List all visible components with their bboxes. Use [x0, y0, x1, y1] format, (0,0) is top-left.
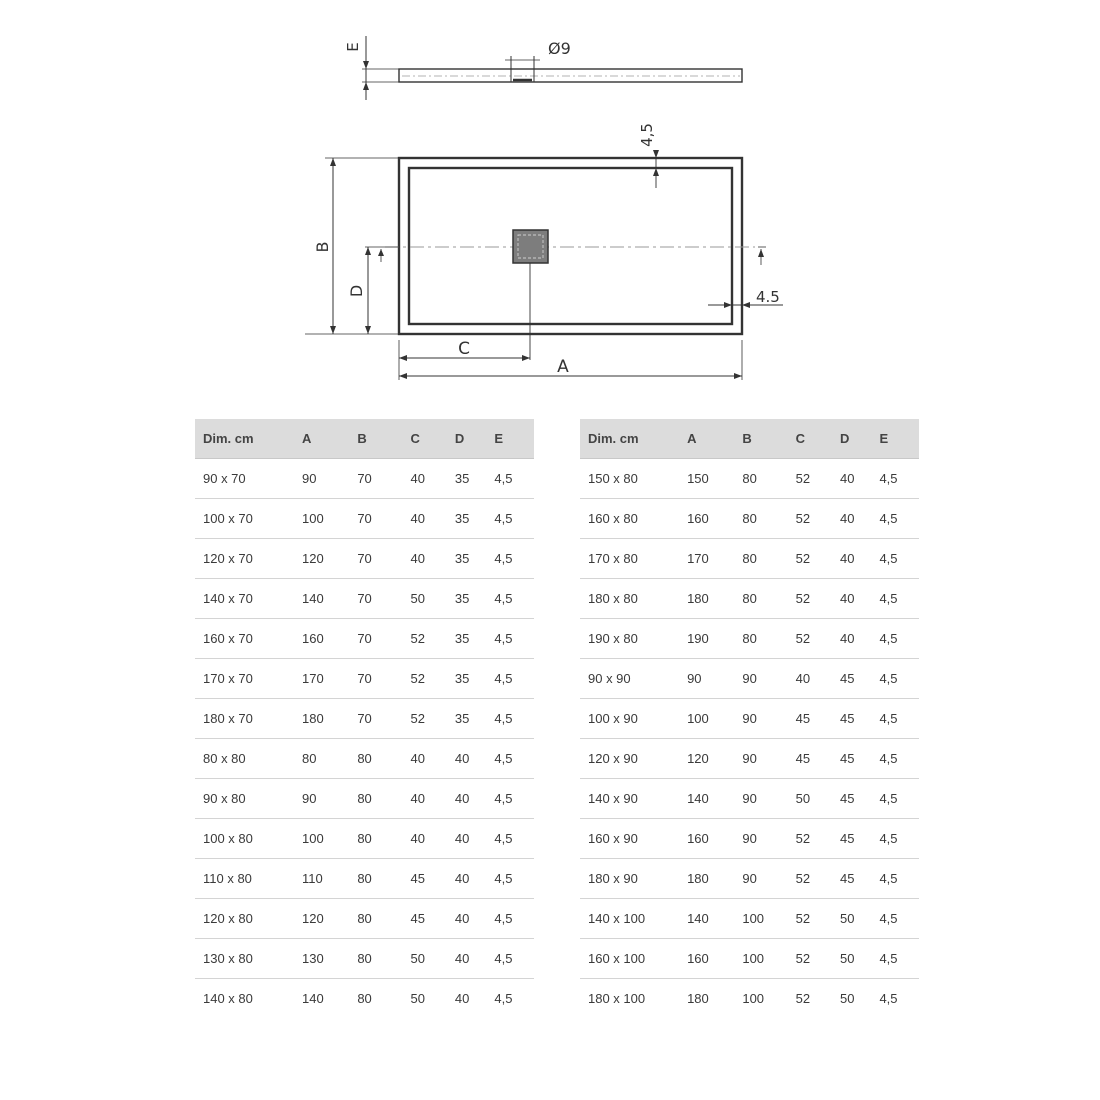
table-cell: 40 [840, 579, 879, 619]
table-cell: 52 [796, 619, 840, 659]
table-cell: 120 [302, 539, 357, 579]
table-cell: 50 [411, 939, 455, 979]
table-cell: 45 [840, 819, 879, 859]
table-cell: 40 [454, 991, 470, 1006]
table-cell: 90 [742, 739, 795, 779]
table-cell: 52 [796, 499, 840, 539]
table-cell: 40 [455, 859, 494, 899]
table-cell: 100 [302, 819, 357, 859]
table-cell: 45 [840, 699, 879, 739]
table-cell: 80 [357, 739, 410, 779]
table-cell: 50 [410, 991, 425, 1006]
table-cell: 80 [302, 739, 357, 779]
table-cell: 90 [742, 699, 795, 739]
label-a: A [557, 357, 569, 377]
table-cell: 140 [302, 991, 324, 1006]
table-cell: 160 x 80 [580, 499, 687, 539]
label-d: D [347, 284, 366, 298]
table-cell: 45 [411, 899, 455, 939]
table-cell: 80 [357, 991, 372, 1006]
tray-outer-edge [399, 158, 742, 334]
table-cell: 80 [742, 539, 795, 579]
table-cell: 190 [687, 619, 742, 659]
table-cell: 52 [796, 539, 840, 579]
table-cell: 35 [455, 579, 494, 619]
table-cell: 170 [302, 659, 357, 699]
table-cell: 160 x 100 [580, 939, 687, 979]
table-cell: 70 [357, 579, 410, 619]
table-cell: 100 x 80 [195, 819, 302, 859]
table-cell: 100 x 70 [195, 499, 302, 539]
column-header: E [494, 419, 534, 459]
table-row [580, 979, 919, 1019]
table-row [580, 939, 919, 979]
tray-side-profile [399, 69, 742, 82]
table-cell: 4,5 [494, 819, 534, 859]
label-e: E [344, 42, 362, 52]
table-cell: 4,5 [494, 739, 534, 779]
table-cell: 80 [357, 819, 410, 859]
table-cell: 4,5 [879, 579, 919, 619]
table-cell: 52 [796, 459, 840, 499]
table-cell: 4,5 [879, 699, 919, 739]
table-cell: 130 x 80 [195, 939, 302, 979]
table-cell: 35 [455, 459, 494, 499]
column-header: Dim. cm [580, 419, 687, 459]
dimensions-table-right [580, 419, 919, 1018]
table-cell: 52 [796, 579, 840, 619]
table-row [580, 739, 919, 779]
table-cell: 4,5 [494, 991, 513, 1006]
table-row [580, 499, 919, 539]
table-cell: 40 [411, 819, 455, 859]
table-cell: 40 [455, 739, 494, 779]
top-plan-view [305, 150, 783, 380]
column-header: B [357, 419, 410, 459]
table-cell: 4,5 [494, 779, 534, 819]
label-c: C [458, 339, 470, 359]
table-cell: 50 [796, 779, 840, 819]
table-cell: 45 [840, 779, 879, 819]
table-cell: 70 [357, 619, 410, 659]
table-row [195, 899, 534, 939]
column-header: B [742, 419, 795, 459]
table-cell: 40 [411, 539, 455, 579]
table-cell: 4,5 [879, 939, 919, 979]
table-row [195, 859, 534, 899]
table-row [195, 979, 534, 1019]
column-header: A [687, 419, 742, 459]
table-row [195, 499, 534, 539]
table-cell: 170 x 70 [195, 659, 302, 699]
table-cell: 70 [357, 459, 410, 499]
table-cell: 40 [796, 659, 840, 699]
table-cell: 70 [357, 699, 410, 739]
table-cell: 40 [411, 459, 455, 499]
table-cell: 170 x 80 [580, 539, 687, 579]
table-row [580, 579, 919, 619]
table-cell: 4,5 [879, 459, 919, 499]
label-top-margin: 4,5 [638, 123, 656, 147]
table-cell: 40 [840, 539, 879, 579]
table-cell: 110 [302, 859, 357, 899]
table-row [195, 659, 534, 699]
table-cell: 4,5 [879, 739, 919, 779]
table-row [195, 459, 534, 499]
table-row [580, 899, 919, 939]
table-cell: 40 [411, 739, 455, 779]
table-row [580, 699, 919, 739]
table-row [580, 659, 919, 699]
table-cell: 4,5 [494, 539, 534, 579]
table-row [580, 859, 919, 899]
table-row [195, 699, 534, 739]
table-cell: 180 [687, 991, 709, 1006]
column-header: C [411, 419, 455, 459]
table-cell: 4,5 [879, 819, 919, 859]
label-b: B [313, 241, 332, 253]
table-cell: 80 x 80 [195, 739, 302, 779]
table-cell: 40 [455, 899, 494, 939]
table-cell: 40 [455, 779, 494, 819]
table-cell: 180 x 90 [580, 859, 687, 899]
table-cell: 45 [796, 699, 840, 739]
shower-tray-technical-drawing [0, 0, 1100, 400]
table-cell: 40 [411, 499, 455, 539]
table-cell: 52 [796, 859, 840, 899]
table-row [580, 459, 919, 499]
table-header-row [580, 419, 919, 459]
table-cell: 70 [357, 499, 410, 539]
table-cell: 180 x 100 [588, 991, 646, 1006]
table-cell: 4,5 [879, 619, 919, 659]
table-cell: 100 [742, 939, 795, 979]
table-cell: 100 [742, 991, 765, 1006]
column-header: E [879, 419, 919, 459]
table-cell: 100 x 90 [580, 699, 687, 739]
table-cell: 4,5 [879, 991, 898, 1006]
table-row [580, 619, 919, 659]
column-header: A [302, 419, 357, 459]
table-cell: 90 [687, 659, 742, 699]
table-cell: 170 [687, 539, 742, 579]
table-cell: 52 [796, 939, 840, 979]
column-header: Dim. cm [195, 419, 302, 459]
table-row [195, 539, 534, 579]
table-cell: 52 [411, 699, 455, 739]
table-cell: 4,5 [879, 899, 919, 939]
table-cell: 4,5 [494, 459, 534, 499]
table-cell: 80 [742, 459, 795, 499]
table-cell: 4,5 [879, 539, 919, 579]
table-cell: 160 x 90 [580, 819, 687, 859]
table-cell: 70 [357, 659, 410, 699]
table-cell: 90 [742, 659, 795, 699]
table-cell: 120 [687, 739, 742, 779]
table-cell: 190 x 80 [580, 619, 687, 659]
table-cell: 150 x 80 [580, 459, 687, 499]
table-cell: 140 x 100 [580, 899, 687, 939]
table-cell: 45 [840, 659, 879, 699]
table-cell: 52 [796, 819, 840, 859]
table-cell: 90 [742, 779, 795, 819]
table-cell: 4,5 [879, 779, 919, 819]
table-cell: 120 x 80 [195, 899, 302, 939]
table-cell: 80 [357, 779, 410, 819]
table-cell: 40 [840, 459, 879, 499]
table-cell: 40 [411, 779, 455, 819]
table-cell: 45 [840, 859, 879, 899]
table-cell: 90 x 90 [580, 659, 687, 699]
table-cell: 160 [687, 939, 742, 979]
table-cell: 4,5 [494, 579, 534, 619]
table-row [580, 779, 919, 819]
table-cell: 100 [687, 699, 742, 739]
table-cell: 52 [795, 991, 811, 1006]
table-cell: 140 [687, 779, 742, 819]
table-cell: 160 [687, 499, 742, 539]
table-cell: 90 x 70 [195, 459, 302, 499]
table-cell: 40 [840, 499, 879, 539]
table-cell: 35 [455, 539, 494, 579]
table-cell: 45 [840, 739, 879, 779]
table-cell: 100 [302, 499, 357, 539]
table-cell: 45 [411, 859, 455, 899]
column-header: D [455, 419, 494, 459]
table-cell: 4,5 [494, 859, 534, 899]
table-cell: 180 [302, 699, 357, 739]
table-cell: 50 [840, 939, 879, 979]
table-cell: 150 [687, 459, 742, 499]
tray-inner-edge [409, 168, 732, 324]
table-cell: 4,5 [494, 619, 534, 659]
table-cell: 120 x 90 [580, 739, 687, 779]
table-cell: 90 [742, 819, 795, 859]
table-cell: 180 x 80 [580, 579, 687, 619]
table-cell: 4,5 [879, 859, 919, 899]
table-cell: 80 [742, 499, 795, 539]
table-cell: 90 x 80 [195, 779, 302, 819]
table-cell: 35 [455, 619, 494, 659]
table-cell: 80 [357, 899, 410, 939]
table-cell: 140 x 70 [195, 579, 302, 619]
table-cell: 40 [455, 939, 494, 979]
table-cell: 40 [455, 819, 494, 859]
label-side-margin: 4.5 [756, 288, 780, 306]
table-cell: 52 [411, 659, 455, 699]
table-cell: 130 [302, 939, 357, 979]
table-cell: 4,5 [494, 499, 534, 539]
table-cell: 35 [455, 499, 494, 539]
label-diameter: Ø9 [548, 39, 571, 58]
table-header-row [195, 419, 534, 459]
table-cell: 4,5 [879, 499, 919, 539]
table-cell: 52 [796, 899, 840, 939]
table-cell: 4,5 [879, 659, 919, 699]
dimensions-table-left [195, 419, 534, 1018]
table-cell: 4,5 [494, 699, 534, 739]
table-cell: 140 x 90 [580, 779, 687, 819]
table-cell: 120 x 70 [195, 539, 302, 579]
table-cell: 4,5 [494, 659, 534, 699]
table-row [195, 819, 534, 859]
table-cell: 140 [302, 579, 357, 619]
table-cell: 80 [742, 579, 795, 619]
table-cell: 50 [411, 579, 455, 619]
table-cell: 160 x 70 [195, 619, 302, 659]
table-row [580, 539, 919, 579]
table-row [195, 579, 534, 619]
column-header: D [840, 419, 879, 459]
table-cell: 45 [796, 739, 840, 779]
table-cell: 70 [357, 539, 410, 579]
table-row [195, 739, 534, 779]
table-cell: 4,5 [494, 899, 534, 939]
table-cell: 35 [455, 659, 494, 699]
table-cell: 35 [455, 699, 494, 739]
table-cell: 140 x 80 [203, 991, 253, 1006]
table-cell: 80 [357, 859, 410, 899]
table-cell: 120 [302, 899, 357, 939]
table-cell: 40 [840, 619, 879, 659]
table-cell: 100 [742, 899, 795, 939]
table-cell: 110 x 80 [195, 859, 302, 899]
table-row [195, 939, 534, 979]
table-cell: 180 [687, 859, 742, 899]
table-cell: 80 [357, 939, 410, 979]
table-cell: 52 [411, 619, 455, 659]
table-cell: 50 [839, 991, 855, 1006]
table-row [195, 779, 534, 819]
column-header: C [796, 419, 840, 459]
table-cell: 160 [302, 619, 357, 659]
table-cell: 180 [687, 579, 742, 619]
table-cell: 80 [742, 619, 795, 659]
table-cell: 90 [302, 459, 357, 499]
table-cell: 90 [742, 859, 795, 899]
table-row [580, 819, 919, 859]
table-cell: 90 [302, 779, 357, 819]
table-cell: 4,5 [494, 939, 534, 979]
table-cell: 160 [687, 819, 742, 859]
table-cell: 50 [840, 899, 879, 939]
table-cell: 180 x 70 [195, 699, 302, 739]
table-row [195, 619, 534, 659]
table-cell: 140 [687, 899, 742, 939]
